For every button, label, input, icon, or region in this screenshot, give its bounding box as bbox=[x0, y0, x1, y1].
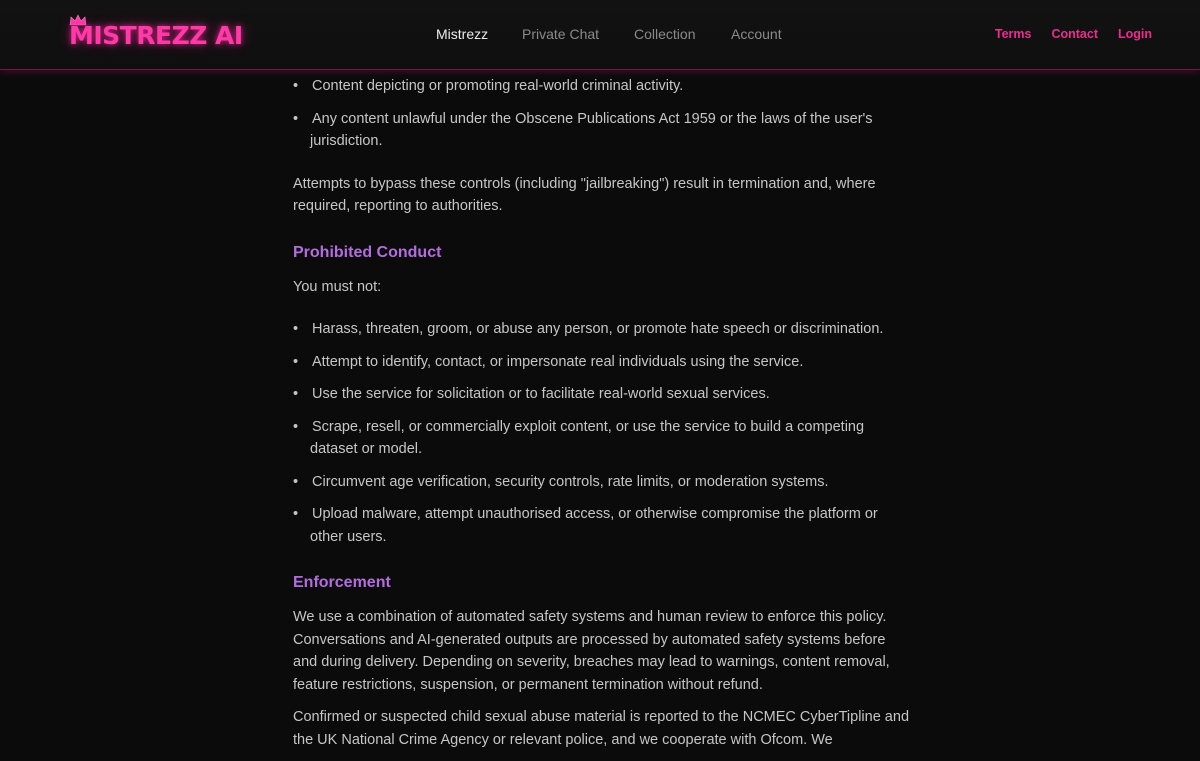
list-item: • Harass, threaten, groom, or abuse any person, or promote hate speech or discrimination. bbox=[293, 318, 909, 341]
prohibited-conduct-heading: Prohibited Conduct bbox=[293, 243, 442, 261]
login-link[interactable]: Login bbox=[1117, 27, 1152, 41]
enforcement-heading: Enforcement bbox=[293, 574, 391, 591]
header-links bbox=[995, 27, 1152, 43]
contact-link[interactable]: Contact bbox=[1051, 27, 1098, 41]
list-item: • Scrape, resell, or commercially exploit content, or use the service to build a competing dataset or model. bbox=[293, 416, 909, 461]
nav-item-account[interactable]: Account bbox=[731, 26, 782, 42]
list-item: • Content depicting or promoting real-world criminal activity. bbox=[293, 75, 909, 98]
list-item: • Use the service for solicitation or to facilitate real-world sexual services. bbox=[293, 383, 909, 406]
nav-item-private-chat[interactable]: Private Chat bbox=[522, 26, 600, 42]
prohibited-intro: You must not: bbox=[293, 278, 382, 295]
policy-content bbox=[293, 70, 909, 761]
enforcement-paragraph: We use a combination of automated safety systems and human review to enforce this policy. Conversations and AI-generated outputs are processed by automated safety systems before and during delivery. Depending on severity, breaches may lead to warnings, content removal, feature restrictions, suspension, or permanent termination without refund. bbox=[293, 609, 890, 693]
list-item: • Upload malware, attempt unauthorised access, or otherwise compromise the platform or other users. bbox=[293, 503, 909, 548]
main-nav bbox=[436, 26, 782, 44]
top-navigation-bar bbox=[0, 0, 1200, 70]
list-item: • Attempt to identify, contact, or impersonate real individuals using the service. bbox=[293, 351, 909, 374]
list-item: • Circumvent age verification, security controls, rate limits, or moderation systems. bbox=[293, 471, 909, 494]
terms-link[interactable]: Terms bbox=[994, 27, 1032, 41]
bypass-paragraph: Attempts to bypass these controls (including "jailbreaking") result in termination and, where required, reporting to authorities. bbox=[293, 175, 876, 214]
reporting-paragraph: Confirmed or suspected child sexual abuse material is reported to the NCMEC CyberTipline and the UK National Crime Agency or relevant police, and we cooperate with Ofcom. We bbox=[293, 709, 910, 748]
prohibited-conduct-list bbox=[293, 318, 909, 548]
nav-item-collection[interactable]: Collection bbox=[634, 26, 696, 42]
site-logo[interactable] bbox=[69, 14, 243, 54]
nav-item-mistrezz[interactable]: Mistrezz bbox=[436, 26, 489, 42]
list-item: • Any content unlawful under the Obscene Publications Act 1959 or the laws of the user's jurisdiction. bbox=[293, 108, 909, 153]
restricted-content-list bbox=[293, 75, 909, 153]
logo-wordmark: MISTREZZ AI bbox=[69, 21, 243, 50]
